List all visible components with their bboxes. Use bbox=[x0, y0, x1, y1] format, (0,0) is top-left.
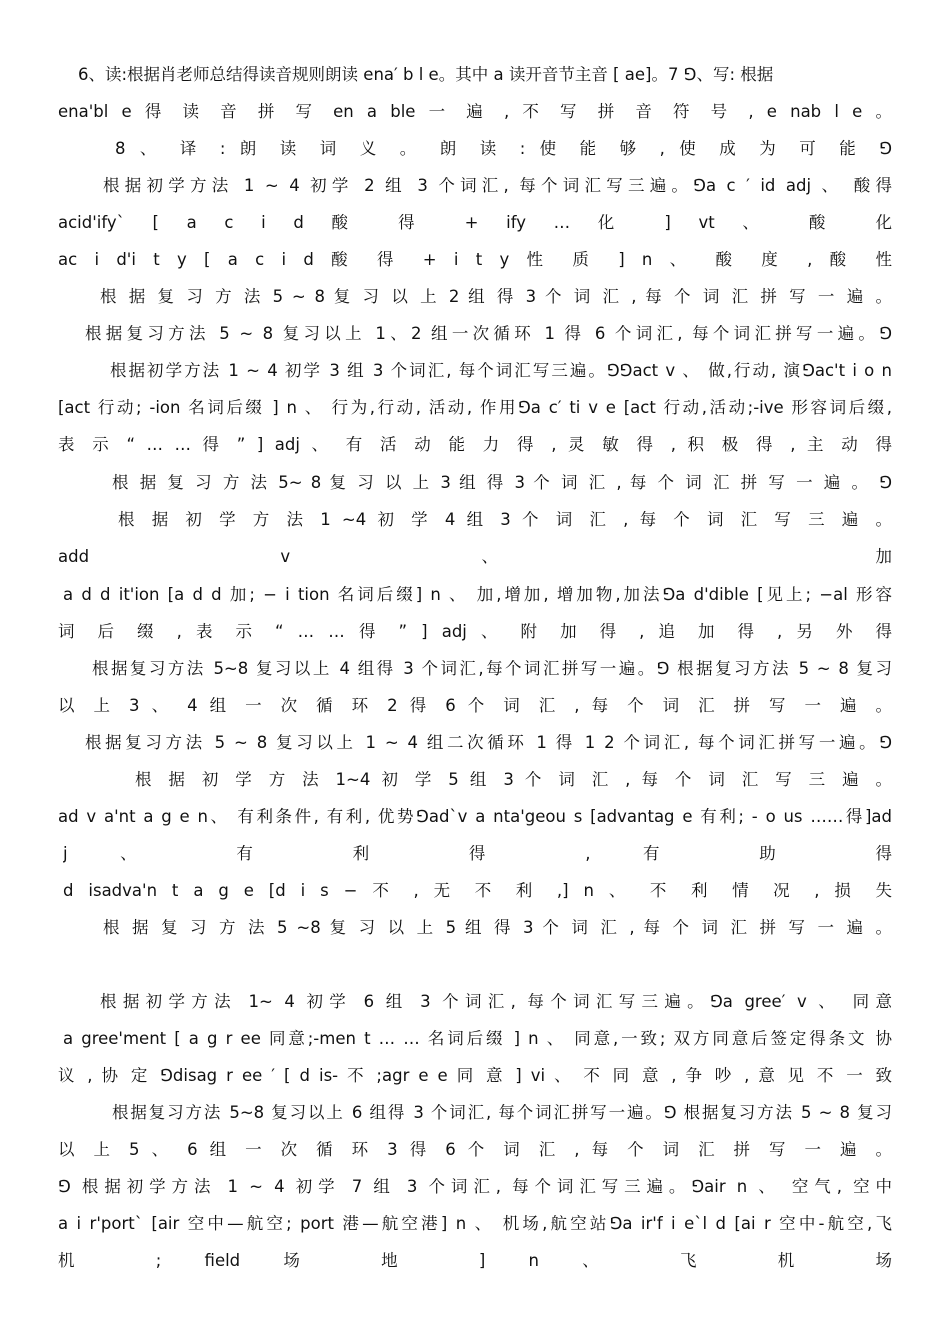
text-line-28: 根据复习方法 5~8 复习以上 6 组得 3 个词汇, 每个词汇拼写一遍。⅁ 根据复习方法 5 ~ 8 复习 bbox=[112, 1103, 892, 1122]
text-line-30: ⅁ 根据初学方法 1 ~ 4 初学 7 组 3 个词汇, 每个词汇写三遍。⅁air n 、 空气, 空中 bbox=[58, 1177, 892, 1196]
text-line-24: 根 据 复 习 方 法 5 ~8 复 习 以 上 5 组 得 3 个 词 汇 , 每 个 词 汇 拼 写 一 遍 。 bbox=[103, 918, 892, 937]
text-line-17: 根据复习方法 5~8 复习以上 4 组得 3 个词汇,每个词汇拼写一遍。⅁ 根据复习方法 5 ~ 8 复习 bbox=[92, 659, 892, 678]
text-line-22: j 、 有 利 得 , 有 助 得 bbox=[63, 844, 892, 863]
text-line-4: 根据初学方法 1 ~ 4 初学 2 组 3 个词汇, 每个词汇写三遍。⅁a c ′ id adj 、 酸得 bbox=[103, 176, 892, 195]
text-line-12: 根 据 复 习 方 法 5~ 8 复 习 以 上 3 组 得 3 个 词 汇 , 每 个 词 汇 拼 写 一 遍 。 ⅁ bbox=[112, 473, 892, 492]
text-line-5: acid'ify` [ a c i d 酸 得 + ify … 化 ] vt 、 酸 化 bbox=[58, 213, 892, 232]
text-line-16: 词 后 缀 , 表 示 “ … … 得 ” ] adj 、 附 加 得 , 追 加 得 , 另 外 得 bbox=[58, 622, 892, 641]
text-line-25: 根据初学方法 1~ 4 初学 6 组 3 个词汇, 每个词汇写三遍。⅁a gree′ v 、 同意 bbox=[100, 992, 892, 1011]
text-line-1: 6、读:根据肖老师总结得读音规则朗读 ena′ b l e。其中 a 读开音节主音 [ ae]。7 ⅁、写: 根据 bbox=[78, 65, 774, 84]
text-line-19: 根据复习方法 5 ~ 8 复习以上 1 ~ 4 组二次循环 1 得 1 2 个词汇, 每个词汇拼写一遍。⅁ bbox=[85, 733, 892, 752]
text-line-21: ad v a'nt a g e n、 有利条件, 有利, 优势⅁ad`v a nta'geou s [advantag e 有利; - o us ……得]ad bbox=[58, 807, 892, 826]
text-line-26: a gree'ment [ a g r ee 同意;-men t … … 名词后缀 ] n 、 同意,一致; 双方同意后签定得条文 协 bbox=[63, 1029, 892, 1048]
text-line-18: 以 上 3 、 4 组 一 次 循 环 2 得 6 个 词 汇 , 每 个 词 汇 拼 写 一 遍 。 bbox=[58, 696, 892, 715]
text-line-20: 根 据 初 学 方 法 1~4 初 学 5 组 3 个 词 汇 , 每 个 词 汇 写 三 遍 。 bbox=[135, 770, 892, 789]
text-line-15: a d d it'ion [a d d 加; − i tion 名词后缀] n 、 加,增加, 增加物,加法⅁a d'dible [见上; −al 形容 bbox=[63, 585, 892, 604]
text-line-10: [act 行动; -ion 名词后缀 ] n 、 行为,行动, 活动, 作用⅁a c′ ti v e [act 行动,活动;-ive 形容词后缀, bbox=[58, 398, 892, 417]
text-line-11: 表 示 “ … … 得 ” ] adj 、 有 活 动 能 力 得 , 灵 敏 得 , 积 极 得 , 主 动 得 bbox=[58, 435, 892, 454]
text-line-13: 根 据 初 学 方 法 1 ~4 初 学 4 组 3 个 词 汇 , 每 个 词 汇 写 三 遍 。 bbox=[118, 510, 892, 529]
text-line-31: a i r'port` [air 空中—航空; port 港—航空港] n 、 机场,航空站⅁a ir'f i e`l d [ai r 空中-航空,飞 bbox=[58, 1214, 892, 1233]
text-line-8: 根据复习方法 5 ~ 8 复习以上 1、2 组一次循环 1 得 6 个词汇, 每个词汇拼写一遍。⅁ bbox=[85, 324, 892, 343]
text-line-9: 根据初学方法 1 ~ 4 初学 3 组 3 个词汇, 每个词汇写三遍。⅁⅁act v 、 做,行动, 演⅁ac't i o n bbox=[110, 361, 892, 380]
text-line-23: d isadva'n t a g e [d i s − 不 , 无 不 利 ,] n 、 不 利 情 况 , 损 失 bbox=[63, 881, 892, 900]
text-line-29: 以 上 5 、 6 组 一 次 循 环 3 得 6 个 词 汇 , 每 个 词 汇 拼 写 一 遍 。 bbox=[58, 1140, 892, 1159]
text-line-14: add v 、 加 bbox=[58, 547, 892, 566]
text-line-7: 根 据 复 习 方 法 5 ~ 8 复 习 以 上 2 组 得 3 个 词 汇 , 每 个 词 汇 拼 写 一 遍 。 bbox=[100, 287, 892, 306]
text-line-27: 议 , 协 定 ⅁disag r ee ′ [ d is- 不 ;agr e e 同 意 ] vi 、 不 同 意 , 争 吵 , 意 见 不 一 致 bbox=[58, 1066, 892, 1085]
text-line-3: 8 、 译 : 朗 读 词 义 。 朗 读 : 使 能 够 , 使 成 为 可 能 ⅁ bbox=[115, 139, 892, 158]
text-line-2: ena'bl e 得 读 音 拼 写 en a ble 一 遍 , 不 写 拼 音 符 号 , e nab l e 。 bbox=[58, 102, 892, 121]
text-line-32: 机 ; field 场 地 ] n 、 飞 机 场 bbox=[58, 1251, 892, 1270]
text-line-6: ac i d'i t y [ a c i d 酸 得 + i t y 性 质 ] n 、 酸 度 , 酸 性 bbox=[58, 250, 892, 269]
